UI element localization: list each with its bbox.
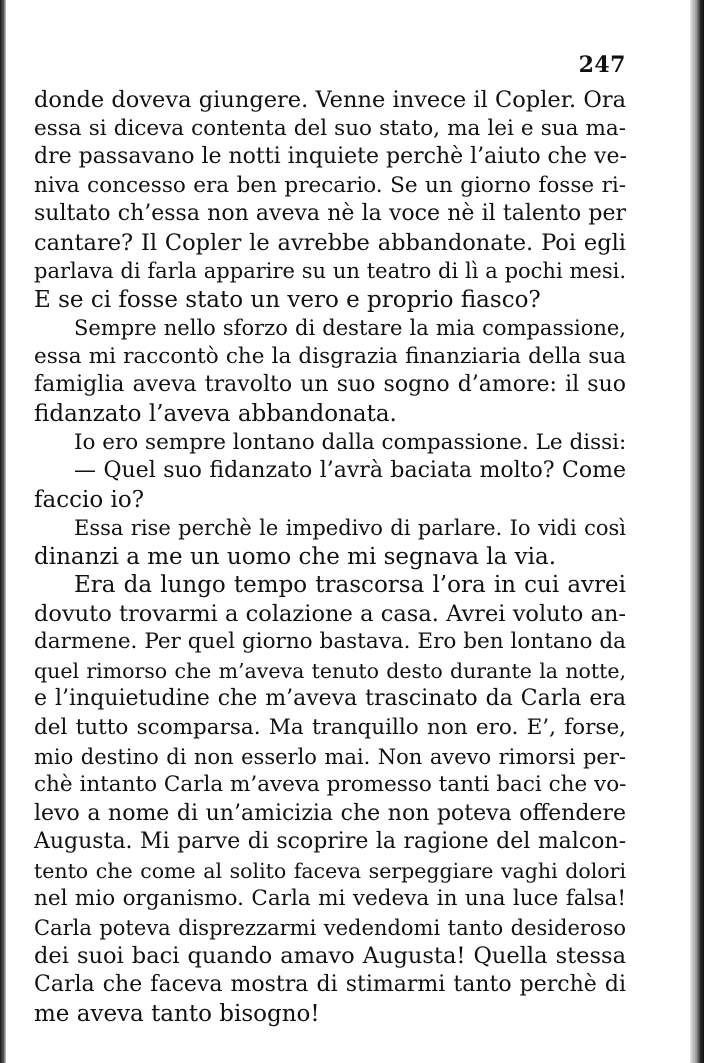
text-line: essa si diceva contenta del suo stato, ma lei e sua ma- bbox=[34, 115, 626, 141]
text-line: parlava di farla apparire su un teatro di lì a pochi mesi. bbox=[34, 259, 626, 284]
text-line: famiglia aveva travolto un suo sogno d’amore: il suo bbox=[34, 372, 626, 398]
text-line: quel rimorso che m’aveva tenuto desto durante la notte, bbox=[34, 658, 626, 683]
text-line: e l’inquietudine che m’aveva trascinato da Carla era bbox=[34, 686, 626, 712]
body-text bbox=[34, 86, 626, 1028]
text-line: dinanzi a me un uomo che mi segnava la via. bbox=[34, 543, 557, 570]
text-line: chè intanto Carla m’aveva promesso tanti baci che vo- bbox=[34, 772, 627, 798]
text-line: Essa rise perchè le impedivo di parlare. Io vidi così bbox=[74, 516, 626, 541]
text-line: me aveva tanto bisogno! bbox=[34, 1000, 320, 1027]
text-line: Augusta. Mi parve di scoprire la ragione del malcon- bbox=[34, 829, 626, 855]
page-binding-shadow bbox=[0, 0, 6, 1063]
text-line: faccio io? bbox=[34, 486, 145, 513]
text-line: nel mio organismo. Carla mi vedeva in una luce falsa! bbox=[34, 886, 626, 912]
text-line: tento che come al solito faceva serpeggiare vaghi dolori bbox=[34, 858, 626, 883]
text-line: dovuto trovarmi a colazione a casa. Avrei voluto an- bbox=[34, 600, 626, 627]
text-line: Carla poteva disprezzarmi vedendomi tanto desideroso bbox=[34, 915, 626, 940]
text-line: dei suoi baci quando amavo Augusta! Quella stessa bbox=[34, 943, 626, 970]
text-line: donde doveva giungere. Venne invece il Copler. Ora bbox=[34, 87, 626, 113]
text-line: E se ci fosse stato un vero e proprio fiasco? bbox=[34, 286, 541, 313]
text-line: Sempre nello sforzo di destare la mia compassione, bbox=[74, 316, 626, 341]
text-line: darmene. Per quel giorno bastava. Ero ben lontano da bbox=[34, 629, 626, 655]
page-number: 247 bbox=[578, 52, 626, 78]
text-line: sultato ch’essa non aveva nè la voce nè il talento per bbox=[34, 201, 626, 227]
text-line: — Quel suo fidanzato l’avrà baciata molto? Come bbox=[74, 458, 626, 484]
text-line: Io ero sempre lontano dalla compassione. Le dissi: bbox=[74, 429, 627, 455]
text-line: essa mi raccontò che la disgrazia finanziaria della sua bbox=[34, 343, 626, 369]
text-line: del tutto scomparsa. Ma tranquillo non ero. E’, forse, bbox=[34, 715, 626, 741]
text-line: mio destino di non esserlo mai. Non avevo rimorsi per- bbox=[34, 744, 626, 769]
page-edge-shadow bbox=[690, 0, 704, 1063]
text-line: Era da lungo tempo trascorsa l’ora in cui avrei bbox=[74, 572, 626, 599]
text-line: levo a nome di un’amicizia che non poteva offendere bbox=[34, 800, 626, 826]
text-line: Carla che faceva mostra di stimarmi tanto perchè di bbox=[34, 971, 626, 997]
text-line: dre passavano le notti inquiete perchè l’aiuto che ve- bbox=[34, 144, 627, 170]
text-line: fidanzato l’aveva abbandonata. bbox=[34, 401, 397, 428]
text-line: niva concesso era ben precario. Se un giorno fosse ri- bbox=[34, 172, 626, 198]
text-line: cantare? Il Copler le avrebbe abbandonate. Poi egli bbox=[34, 229, 626, 256]
